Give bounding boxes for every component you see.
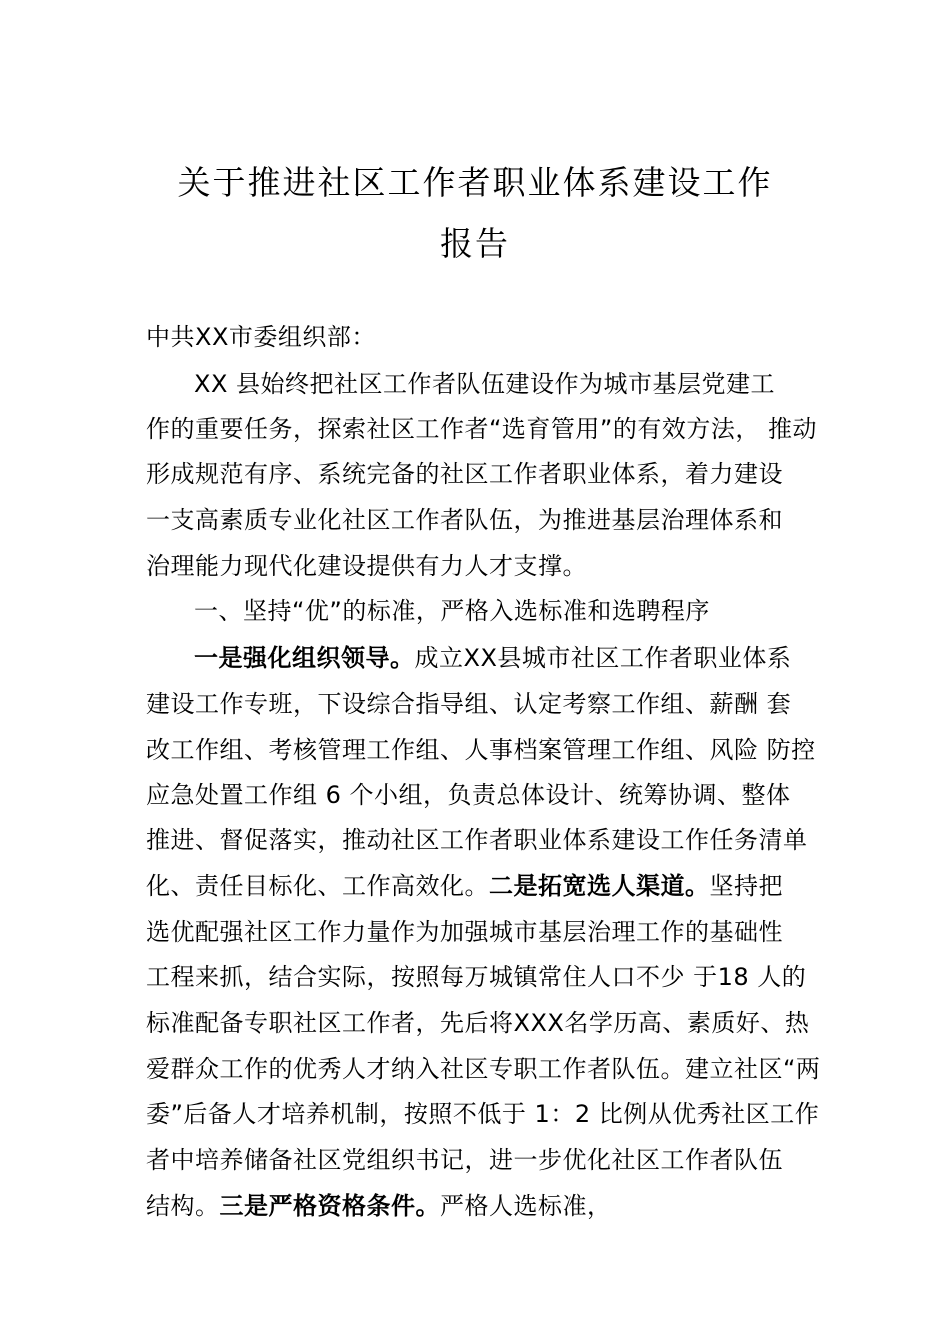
paragraph-2-line-2: 建设工作专班，下设综合指导组、认定考察工作组、薪酬 套: [146, 690, 792, 718]
document-title-line-2: 报告: [440, 224, 510, 263]
paragraph-2-line-13-post: 严格人选标准，: [440, 1192, 612, 1220]
paragraph-2-line-7: 选优配强社区工作力量作为加强城市基层治理工作的基础性: [146, 918, 783, 946]
paragraph-2-line-11: 委”后备人才培养机制，按照不低于 1：2 比例从优秀社区工作: [146, 1100, 820, 1128]
paragraph-1-line-1: XX 县始终把社区工作者队伍建设作为城市基层党建工: [194, 370, 776, 398]
paragraph-2-line-9: 标准配备专职社区工作者，先后将XXX名学历高、素质好、热: [146, 1009, 810, 1037]
paragraph-2-line-6-pre: 化、责任目标化、工作高效化。: [146, 872, 489, 900]
paragraph-2-line-10: 爱群众工作的优秀人才纳入社区专职工作者队伍。建立社区“两: [146, 1055, 821, 1083]
paragraph-2-line-4: 应急处置工作组 6 个小组，负责总体设计、统筹协调、整体: [146, 781, 791, 809]
document-title-line-1: 关于推进社区工作者职业体系建设工作: [177, 163, 773, 202]
paragraph-1-line-5: 治理能力现代化建设提供有力人才支撑。: [146, 552, 587, 580]
paragraph-2-line-13: [146, 1189, 612, 1223]
point-1-heading: 一是强化组织领导。: [194, 644, 415, 672]
section-1-heading: 一、坚持“优”的标准，严格入选标准和选聘程序: [194, 597, 710, 625]
paragraph-2-line-5: 推进、督促落实，推动社区工作者职业体系建设工作任务清单: [146, 826, 808, 854]
paragraph-2-line-12: 者中培养储备社区党组织书记，进一步优化社区工作者队伍: [146, 1146, 783, 1174]
salutation: 中共XX市委组织部：: [146, 323, 376, 351]
paragraph-2-line-6: [146, 869, 783, 903]
paragraph-2-line-1-text: 成立XX县城市社区工作者职业体系: [414, 644, 792, 672]
paragraph-2-line-13-pre: 结构。: [146, 1192, 220, 1220]
paragraph-1-line-3: 形成规范有序、系统完备的社区工作者职业体系，着力建设: [146, 460, 783, 488]
point-2-heading: 二是拓宽选人渠道。: [489, 872, 710, 900]
paragraph-1-line-2: 作的重要任务，探索社区工作者“选育管用”的有效方法， 推动: [146, 415, 817, 443]
paragraph-2-line-3: 改工作组、考核管理工作组、人事档案管理工作组、风险 防控: [146, 736, 816, 764]
point-3-heading: 三是严格资格条件。: [219, 1192, 440, 1220]
paragraph-1-line-4: 一支高素质专业化社区工作者队伍，为推进基层治理体系和: [146, 506, 783, 534]
paragraph-2-line-1: [194, 641, 791, 675]
paragraph-2-line-8: 工程来抓，结合实际，按照每万城镇常住人口不少 于18 人的: [146, 963, 807, 991]
paragraph-2-line-6-post: 坚持把: [709, 872, 783, 900]
